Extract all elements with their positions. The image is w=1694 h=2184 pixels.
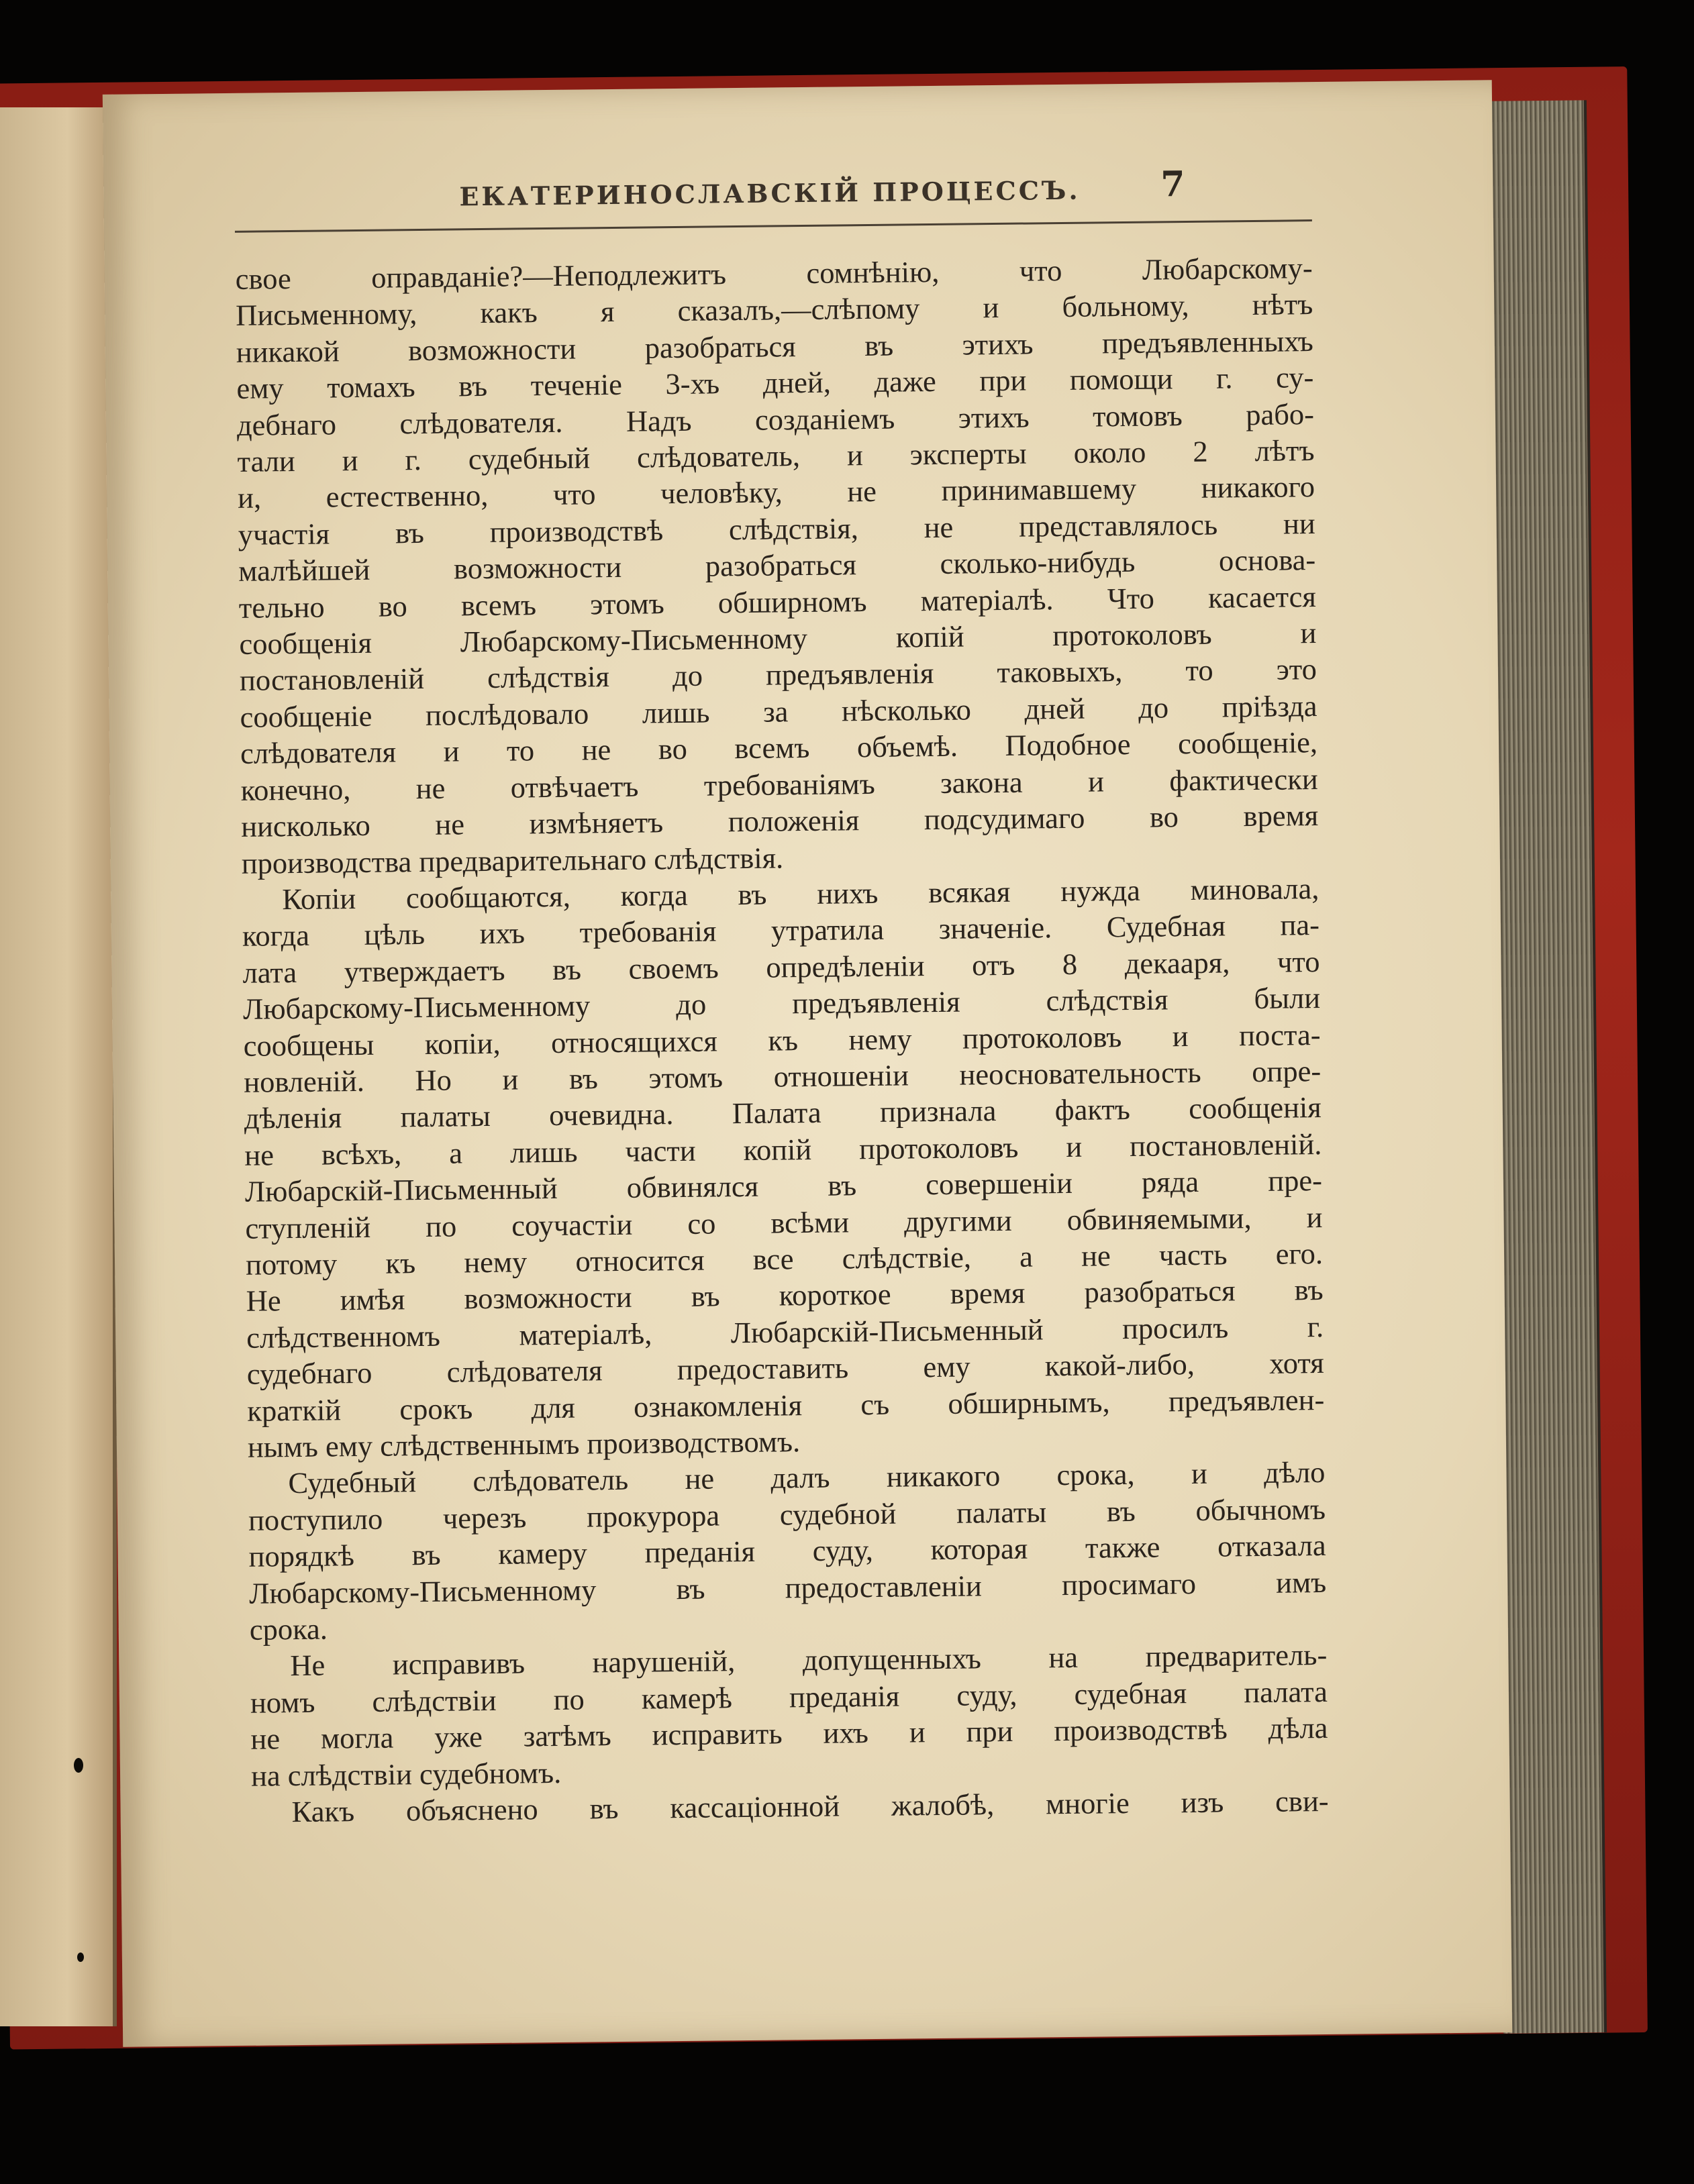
text-line: ступленій по соучастіи со всѣми другими обвиняемыми, и [245, 1200, 1323, 1245]
header-rule [235, 219, 1312, 233]
text-line: Не имѣя возможности въ короткое время разобраться въ [246, 1273, 1324, 1318]
text-line: ему томахъ въ теченіе 3-хъ дней, даже при помощи г. су- [236, 360, 1314, 406]
text-line: свое оправданіе?—Неподлежитъ сомнѣнію, что Любарскому- [235, 251, 1313, 296]
text-line: Письменному, какъ я сказалъ,—слѣпому и больному, нѣтъ [236, 287, 1313, 333]
text-line: дѣленія палаты очевидна. Палата признала фактъ сообщенія [244, 1090, 1322, 1136]
text-line: участія въ производствѣ слѣдствія, не представлялось ни [238, 506, 1315, 552]
page-number: 7 [1160, 164, 1185, 205]
text-line: порядкѣ въ камеру преданія суду, которая также отказала [248, 1528, 1326, 1573]
text-line: производства предварительнаго слѣдствія. [241, 840, 784, 880]
text-line: лата утверждаетъ въ своемъ опредѣленіи отъ 8 декааря, что [242, 944, 1320, 990]
text-line: никакой возможности разобраться въ этихъ предъявленныхъ [236, 323, 1314, 369]
text-line: и, естественно, что человѣку, не принимавшему никакого [237, 470, 1315, 515]
text-line: сообщенія Любарскому-Письменному копій протоколовъ и [239, 616, 1317, 661]
text-line: нисколько не измѣняетъ положенія подсудимаго во время [240, 798, 1319, 843]
text-line: нымъ ему слѣдственнымъ производствомъ. [247, 1424, 801, 1464]
text-line: сообщеніе послѣдовало лишь за нѣсколько дней до пріѣзда [240, 688, 1317, 734]
text-line: конечно, не отвѣчаетъ требованіямъ закона и фактически [240, 762, 1318, 807]
text-line: Любарскому-Письменному до предъявленія слѣдствія были [242, 981, 1321, 1026]
text-line: когда цѣль ихъ требованія утратила значеніе. Судебная па- [242, 908, 1320, 953]
text-line: новленій. Но и въ этомъ отношеніи неосновательность опре- [243, 1053, 1322, 1099]
text-line: дебнаго слѣдователя. Надъ созданіемъ этихъ томовъ рабо- [236, 397, 1315, 442]
text-line: Копіи сообщаются, когда въ нихъ всякая нужда миновала, [282, 871, 1319, 917]
ink-spot [77, 1953, 84, 1962]
text-line: тали и г. судебный слѣдователь, и эксперты около 2 лѣтъ [237, 433, 1315, 478]
text-line: Судебный слѣдователь не далъ никакого срока, и дѣло [288, 1455, 1326, 1500]
text-line: Какъ объяснено въ кассаціонной жалобѣ, многіе изъ сви- [291, 1783, 1329, 1829]
body-text [235, 250, 1328, 1830]
text-line: Любарскій-Письменный обвинялся въ совершеніи ряда пре- [244, 1163, 1323, 1208]
text-line: судебнаго слѣдователя предоставить ему какой-либо, хотя [246, 1346, 1324, 1391]
text-line: поступило черезъ прокурора судебной палаты въ обычномъ [248, 1492, 1326, 1537]
text-line: на слѣдствіи судебномъ. [250, 1755, 562, 1793]
text-line: потому къ нему относится все слѣдствіе, а не часть его. [245, 1236, 1324, 1282]
text-line: постановленій слѣдствія до предъявленія таковыхъ, то это [239, 652, 1317, 698]
text-line: малѣйшей возможности разобраться сколько-нибудь основа- [238, 543, 1316, 588]
facing-page-edge [0, 107, 117, 2026]
text-line: слѣдователя и то не во всемъ объемѣ. Подобное сообщеніе, [240, 725, 1318, 771]
text-line: Любарскому-Письменному въ предоставленіи просимаго имъ [248, 1565, 1327, 1610]
text-line: слѣдственномъ матеріалѣ, Любарскій-Письменный просилъ г. [246, 1309, 1324, 1355]
text-line: Не исправивъ нарушеній, допущенныхъ на предваритель- [290, 1638, 1328, 1683]
text-line: сообщены копіи, относящихся къ нему протоколовъ и поста- [243, 1017, 1321, 1063]
text-line: срока. [249, 1612, 328, 1647]
text-line: тельно во всемъ этомъ обширномъ матеріалѣ. Что касается [238, 579, 1317, 625]
text-line: не всѣхъ, а лишь части копій протоколовъ и постановленій. [244, 1127, 1322, 1172]
text-line: краткій срокъ для ознакомленія съ обширнымъ, предъявлен- [247, 1382, 1325, 1428]
running-title: ЕКАТЕРИНОСЛАВСКІЙ ПРОЦЕССЪ. [459, 174, 1081, 212]
ink-spot [74, 1758, 83, 1773]
text-line: номъ слѣдствіи по камерѣ преданія суду, судебная палата [250, 1674, 1328, 1720]
text-line: не могла уже затѣмъ исправить ихъ и при производствѣ дѣла [250, 1711, 1328, 1756]
book-page [103, 80, 1512, 2047]
